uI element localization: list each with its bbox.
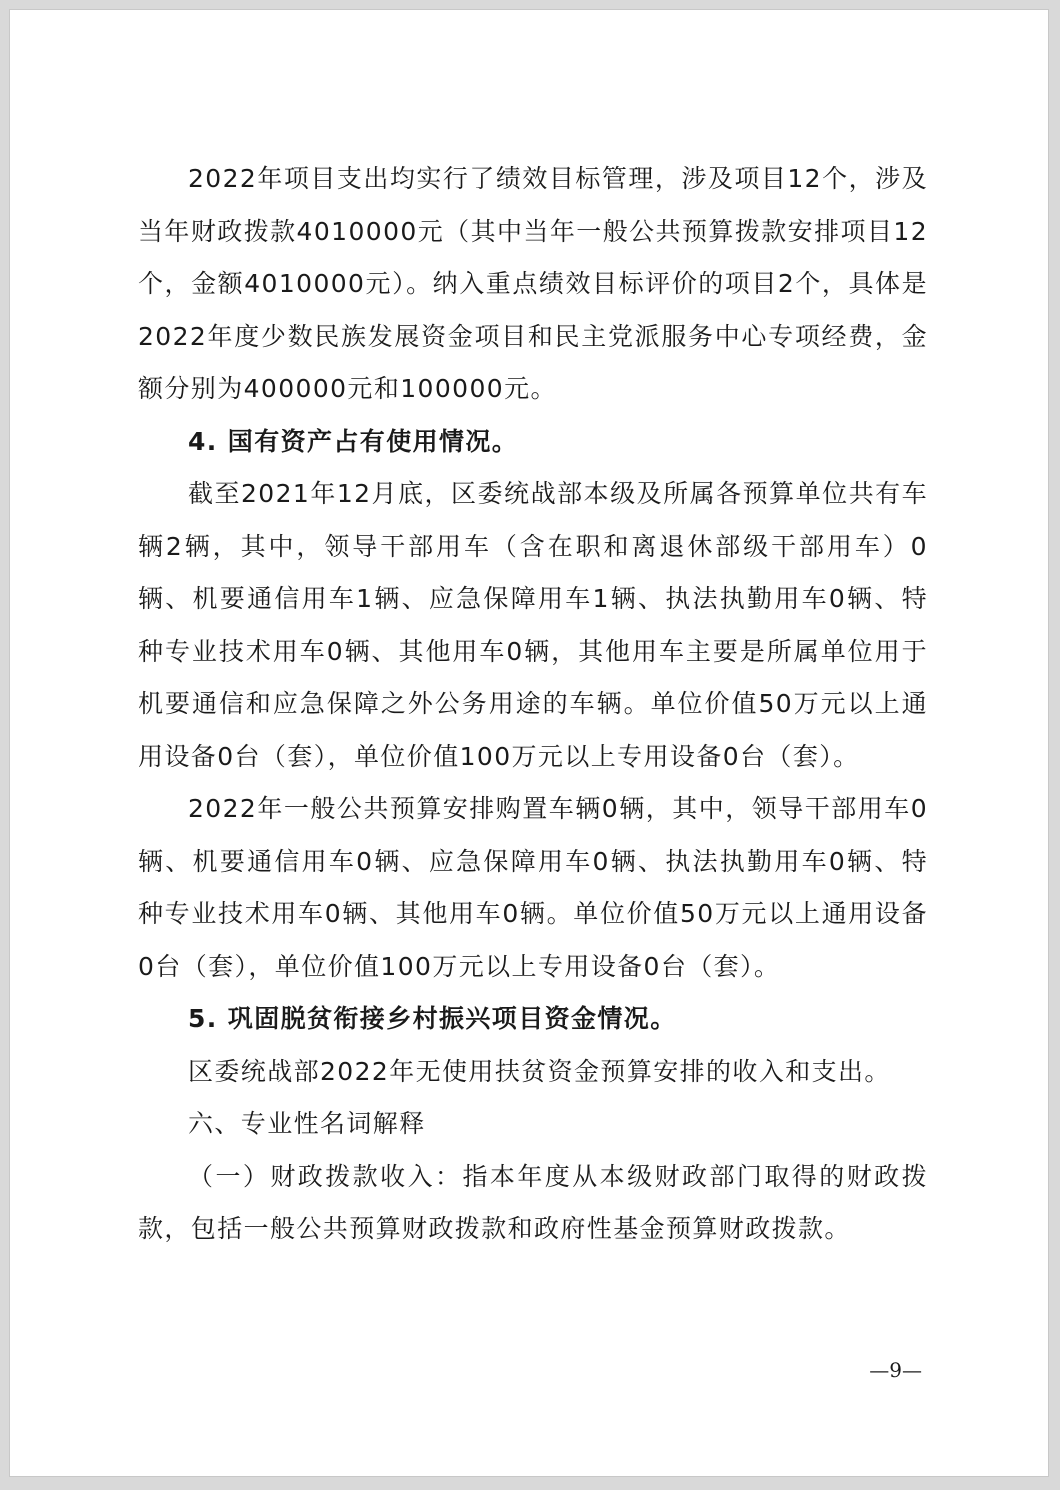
paragraph-vehicles-2021: 截至2021年12月底，区委统战部本级及所属各预算单位共有车辆2辆，其中，领导干部用车（含在职和离退休部级干部用车）0辆、机要通信用车1辆、应急保障用车1辆、执法执勤用车0辆、特种专业技术用车0辆、其他用车0辆，其他用车主要是所属单位用于机要通信和应急保障之外公务用途的车辆。单位价值50万元以上通用设备0台（套），单位价值100万元以上专用设备0台（套）。 <box>138 479 928 771</box>
heading-state-assets: 4. 国有资产占有使用情况。 <box>188 426 519 456</box>
document-page <box>10 10 1048 1476</box>
page-number: —9— <box>869 1358 922 1382</box>
paragraph-fiscal-allocation-income: （一）财政拨款收入：指本年度从本级财政部门取得的财政拨款，包括一般公共预算财政拨款和政府性基金预算财政拨款。 <box>138 1161 928 1243</box>
heading-terms: 六、专业性名词解释 <box>188 1109 426 1138</box>
paragraph-poverty-funds: 区委统战部2022年无使用扶贫资金预算安排的收入和支出。 <box>188 1056 891 1086</box>
paragraph-vehicle-purchase-2022: 2022年一般公共预算安排购置车辆0辆，其中，领导干部用车0辆、机要通信用车0辆、应急保障用车0辆、执法执勤用车0辆、特种专业技术用车0辆、其他用车0辆。单位价值50万元以上通用设备0台（套），单位价值100万元以上专用设备0台（套）。 <box>138 794 928 981</box>
heading-rural-revitalization: 5. 巩固脱贫衔接乡村振兴项目资金情况。 <box>188 1004 677 1033</box>
document-body <box>138 153 928 1256</box>
paragraph-performance-management: 2022年项目支出均实行了绩效目标管理，涉及项目12个，涉及当年财政拨款4010000元（其中当年一般公共预算拨款安排项目12个，金额4010000元）。纳入重点绩效目标评价的项目2个，具体是2022年度少数民族发展资金项目和民主党派服务中心专项经费，金额分别为400000元和100000元。 <box>138 164 928 403</box>
